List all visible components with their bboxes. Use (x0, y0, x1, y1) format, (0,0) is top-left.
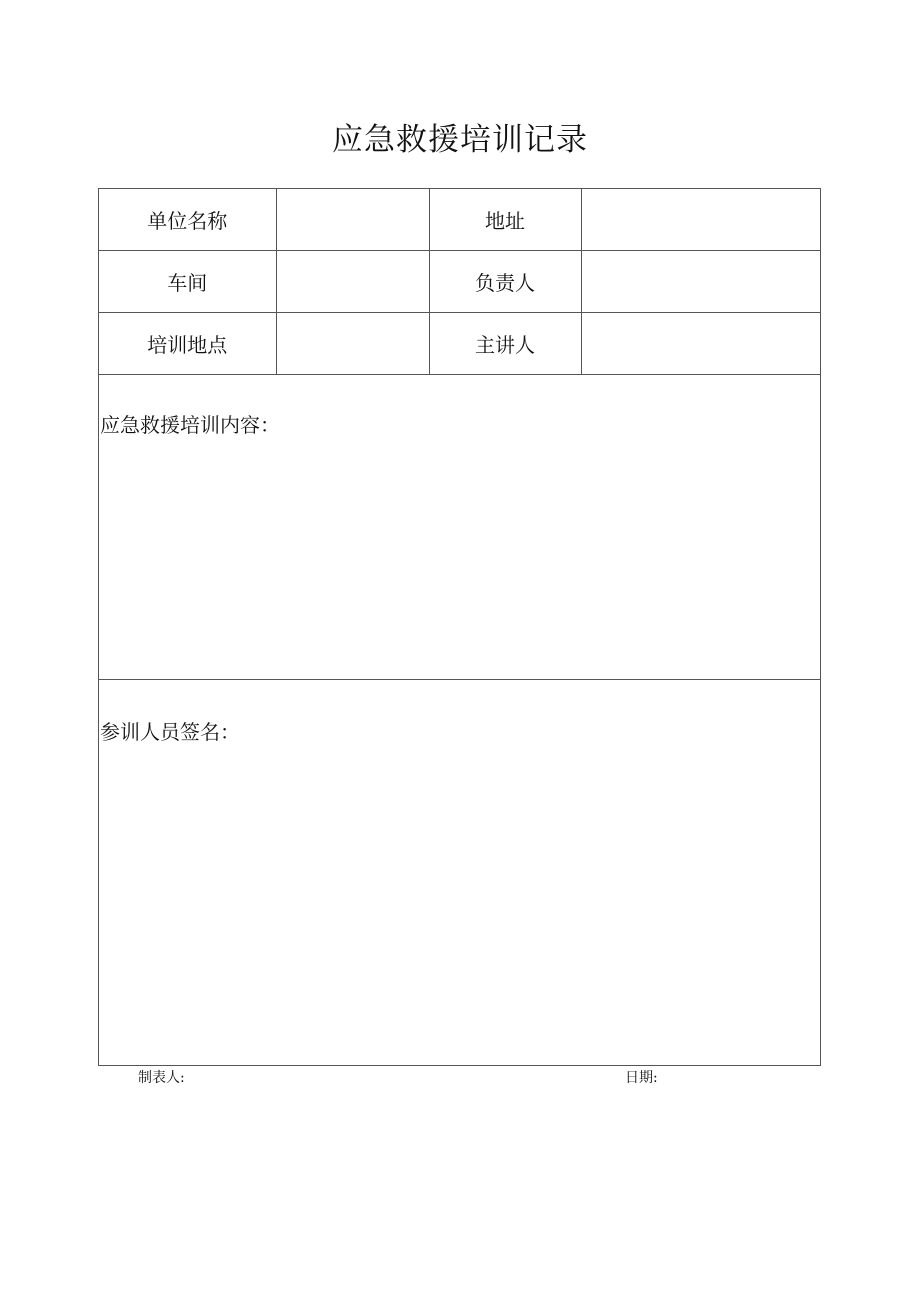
training-content-section[interactable] (99, 373, 820, 680)
date-label: 日期: (625, 1070, 658, 1086)
signature-section[interactable] (99, 680, 820, 1065)
workshop-label: 车间 (99, 251, 276, 313)
address-field[interactable] (581, 189, 820, 251)
document-title: 应急救援培训记录 (332, 122, 588, 158)
training-location-label: 培训地点 (99, 313, 276, 375)
unit-name-field[interactable] (276, 189, 429, 251)
table-row (99, 189, 820, 251)
form-maker-label: 制表人: (138, 1070, 185, 1086)
training-content-label: 应急救援培训内容： (100, 413, 280, 437)
info-table (99, 189, 820, 375)
table-row (99, 313, 820, 375)
person-in-charge-field[interactable] (581, 251, 820, 313)
table-row (99, 251, 820, 313)
unit-name-label: 单位名称 (99, 189, 276, 251)
training-record-form (98, 188, 821, 1066)
lecturer-field[interactable] (581, 313, 820, 375)
lecturer-label: 主讲人 (429, 313, 581, 375)
signature-label: 参训人员签名： (100, 720, 240, 744)
person-in-charge-label: 负责人 (429, 251, 581, 313)
training-location-field[interactable] (276, 313, 429, 375)
workshop-field[interactable] (276, 251, 429, 313)
address-label: 地址 (429, 189, 581, 251)
